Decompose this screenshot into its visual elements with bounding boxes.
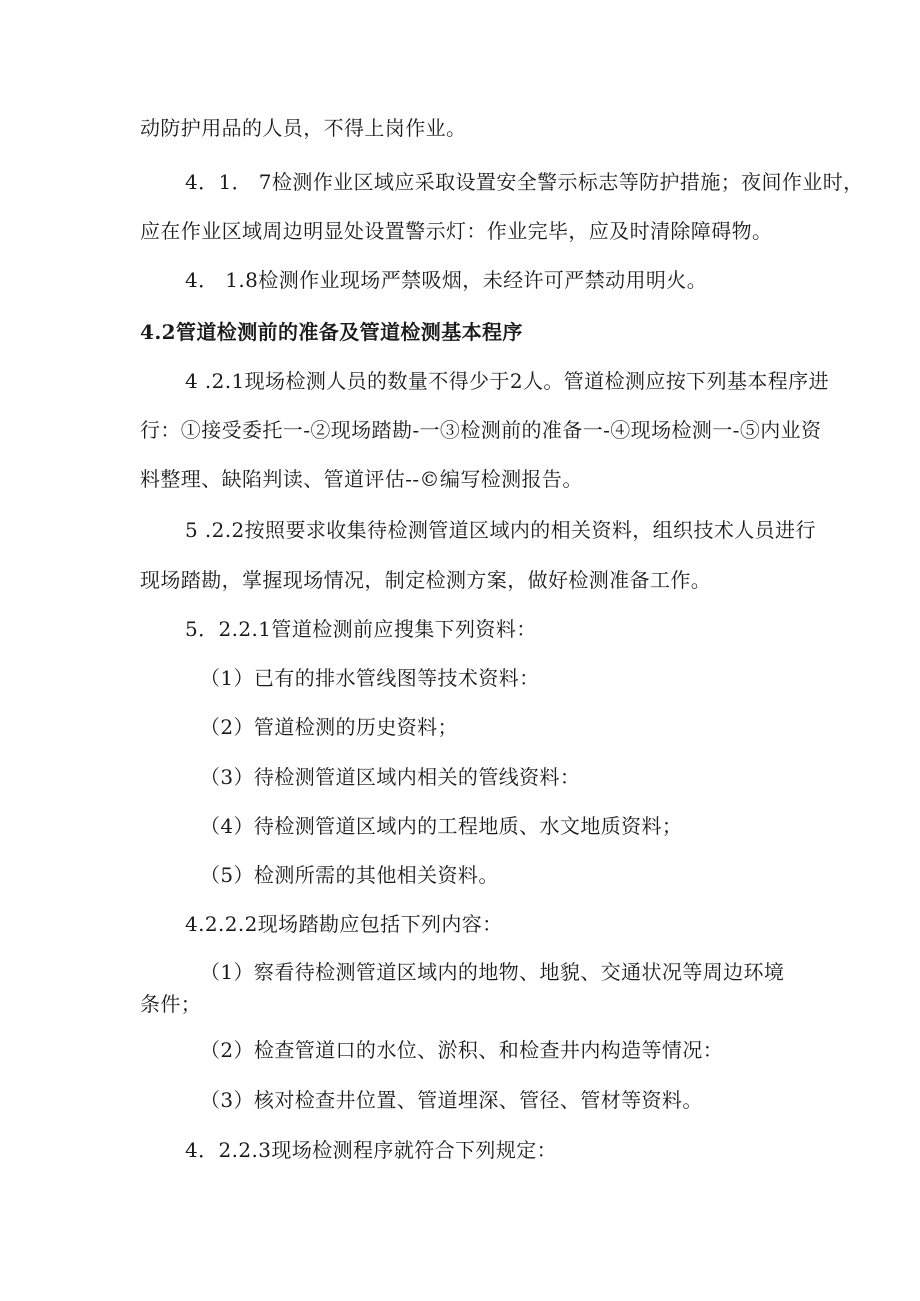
list-item: （4）待检测管道区域内的工程地质、水文地质资料； (200, 814, 683, 838)
list-item: （2）管道检测的历史资料； (200, 715, 458, 739)
text-line: 4． 1.8检测作业现场严禁吸烟，未经许可严禁动用明火。 (185, 268, 708, 292)
section-heading: 4.2管道检测前的准备及管道检测基本程序 (140, 320, 523, 344)
list-item: （3）核对检查井位置、管道埋深、管径、管材等资料。 (200, 1088, 703, 1112)
list-item: （3）待检测管道区域内相关的管线资料： (200, 765, 581, 789)
text-line: 动防护用品的人员，不得上岗作业。 (140, 116, 467, 140)
list-item: （2）检查管道口的水位、淤积、和检查井内构造等情况： (200, 1038, 724, 1062)
list-item: （5）检测所需的其他相关资料。 (200, 863, 499, 887)
text-line: 应在作业区域周边明显处设置警示灯：作业完毕，应及时清除障碍物。 (140, 219, 773, 243)
text-line: 4 .2.1现场检测人员的数量不得少于2人。管道检测应按下列基本程序进 (185, 369, 829, 393)
list-item: （1）察看待检测管道区域内的地物、地貌、交通状况等周边环境 (200, 960, 785, 984)
text-line: 4．2.2.3现场检测程序就符合下列规定： (185, 1138, 558, 1162)
text-line: 5．2.2.1管道检测前应搜集下列资料： (185, 617, 537, 641)
text-line: 行：①接受委托一-②现场踏勘-一③检测前的准备一-④现场检测一-⑤内业资 (140, 418, 822, 442)
list-item: （1）已有的排水管线图等技术资料： (200, 666, 540, 690)
text-line: 4.2.2.2现场踏勘应包括下列内容： (185, 912, 503, 936)
list-item-continuation: 条件； (140, 992, 202, 1016)
text-line: 4．1． 7检测作业区域应采取设置安全警示标志等防护措施；夜间作业时， (185, 170, 864, 194)
text-line: 料整理、缺陷判读、管道评估--©编写检测报告。 (140, 467, 583, 491)
text-line: 现场踏勘，掌握现场情况，制定检测方案，做好检测准备工作。 (140, 568, 712, 592)
text-line: 5 .2.2按照要求收集待检测管道区域内的相关资料，组织技术人员进行 (185, 518, 816, 542)
